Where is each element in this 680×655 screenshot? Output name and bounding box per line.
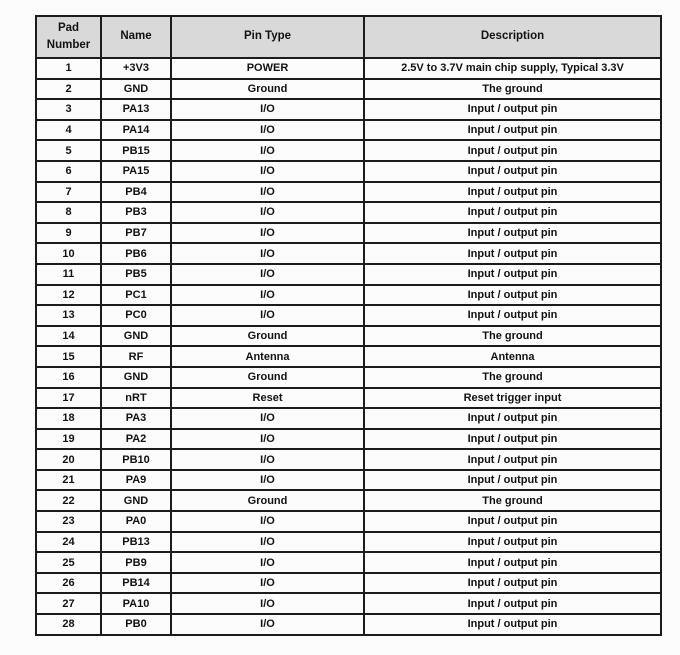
- cell-pin-type: Reset: [171, 388, 364, 409]
- cell-name: PA0: [101, 511, 171, 532]
- table-row: [36, 408, 661, 429]
- cell-name: PC1: [101, 285, 171, 306]
- table-row: [36, 182, 661, 203]
- table-row: [36, 532, 661, 553]
- table-row: [36, 223, 661, 244]
- cell-description: Input / output pin: [364, 593, 661, 614]
- table-row: [36, 285, 661, 306]
- cell-description: Input / output pin: [364, 243, 661, 264]
- cell-description: Input / output pin: [364, 552, 661, 573]
- header-cell-pad-number: Pad Number: [36, 16, 101, 58]
- cell-description: Input / output pin: [364, 470, 661, 491]
- table-row: [36, 511, 661, 532]
- table-row: [36, 388, 661, 409]
- cell-name: PB9: [101, 552, 171, 573]
- cell-pad-number: 19: [36, 429, 101, 450]
- table-row: [36, 614, 661, 635]
- cell-pad-number: 18: [36, 408, 101, 429]
- table-row: [36, 58, 661, 79]
- cell-pin-type: I/O: [171, 182, 364, 203]
- table-row: [36, 99, 661, 120]
- cell-description: Input / output pin: [364, 532, 661, 553]
- cell-name: PA3: [101, 408, 171, 429]
- cell-pin-type: I/O: [171, 573, 364, 594]
- table-row: [36, 202, 661, 223]
- table-row: [36, 490, 661, 511]
- cell-pin-type: I/O: [171, 593, 364, 614]
- header-row: [36, 16, 661, 58]
- table-row: [36, 326, 661, 347]
- cell-pad-number: 25: [36, 552, 101, 573]
- cell-description: Input / output pin: [364, 305, 661, 326]
- cell-description: Input / output pin: [364, 140, 661, 161]
- cell-name: GND: [101, 490, 171, 511]
- header-cell-description: Description: [364, 16, 661, 58]
- cell-pad-number: 3: [36, 99, 101, 120]
- cell-pad-number: 10: [36, 243, 101, 264]
- cell-pin-type: I/O: [171, 449, 364, 470]
- cell-name: PB14: [101, 573, 171, 594]
- cell-pad-number: 2: [36, 79, 101, 100]
- table-row: [36, 79, 661, 100]
- cell-pad-number: 22: [36, 490, 101, 511]
- cell-pad-number: 13: [36, 305, 101, 326]
- cell-description: Input / output pin: [364, 408, 661, 429]
- cell-pin-type: I/O: [171, 264, 364, 285]
- header-cell-pin-type: Pin Type: [171, 16, 364, 58]
- cell-pin-type: I/O: [171, 511, 364, 532]
- cell-name: PB4: [101, 182, 171, 203]
- cell-description: Input / output pin: [364, 285, 661, 306]
- cell-pad-number: 7: [36, 182, 101, 203]
- pin-table-body: [36, 58, 661, 635]
- table-row: [36, 429, 661, 450]
- cell-name: PA10: [101, 593, 171, 614]
- pin-description-table-container: [35, 15, 662, 636]
- cell-name: PB0: [101, 614, 171, 635]
- cell-name: PB7: [101, 223, 171, 244]
- cell-description: Input / output pin: [364, 511, 661, 532]
- cell-pin-type: I/O: [171, 470, 364, 491]
- cell-pin-type: POWER: [171, 58, 364, 79]
- cell-pad-number: 23: [36, 511, 101, 532]
- cell-description: The ground: [364, 79, 661, 100]
- cell-description: Input / output pin: [364, 182, 661, 203]
- cell-description: Input / output pin: [364, 120, 661, 141]
- cell-name: PB3: [101, 202, 171, 223]
- cell-description: Input / output pin: [364, 264, 661, 285]
- cell-pin-type: Ground: [171, 326, 364, 347]
- table-row: [36, 593, 661, 614]
- cell-description: Input / output pin: [364, 449, 661, 470]
- cell-pad-number: 9: [36, 223, 101, 244]
- table-row: [36, 305, 661, 326]
- cell-pin-type: Ground: [171, 367, 364, 388]
- cell-pin-type: I/O: [171, 202, 364, 223]
- cell-pad-number: 6: [36, 161, 101, 182]
- cell-description: Antenna: [364, 346, 661, 367]
- cell-pad-number: 20: [36, 449, 101, 470]
- table-row: [36, 552, 661, 573]
- cell-pin-type: I/O: [171, 614, 364, 635]
- cell-pad-number: 16: [36, 367, 101, 388]
- table-row: [36, 573, 661, 594]
- cell-description: Input / output pin: [364, 573, 661, 594]
- cell-name: GND: [101, 367, 171, 388]
- cell-name: nRT: [101, 388, 171, 409]
- cell-pad-number: 27: [36, 593, 101, 614]
- cell-name: PB13: [101, 532, 171, 553]
- cell-description: Input / output pin: [364, 429, 661, 450]
- cell-pin-type: I/O: [171, 243, 364, 264]
- table-row: [36, 346, 661, 367]
- cell-name: PC0: [101, 305, 171, 326]
- table-row: [36, 243, 661, 264]
- cell-pin-type: I/O: [171, 161, 364, 182]
- table-row: [36, 120, 661, 141]
- cell-pad-number: 1: [36, 58, 101, 79]
- cell-pad-number: 28: [36, 614, 101, 635]
- cell-pin-type: I/O: [171, 99, 364, 120]
- cell-pin-type: I/O: [171, 305, 364, 326]
- cell-name: PB5: [101, 264, 171, 285]
- table-row: [36, 140, 661, 161]
- cell-name: PA13: [101, 99, 171, 120]
- cell-description: Input / output pin: [364, 161, 661, 182]
- cell-pad-number: 14: [36, 326, 101, 347]
- cell-description: The ground: [364, 490, 661, 511]
- cell-pad-number: 24: [36, 532, 101, 553]
- cell-name: PB6: [101, 243, 171, 264]
- cell-pad-number: 26: [36, 573, 101, 594]
- cell-name: GND: [101, 326, 171, 347]
- cell-name: PB10: [101, 449, 171, 470]
- cell-name: PB15: [101, 140, 171, 161]
- table-row: [36, 470, 661, 491]
- cell-description: The ground: [364, 367, 661, 388]
- cell-description: Input / output pin: [364, 223, 661, 244]
- cell-pin-type: Ground: [171, 79, 364, 100]
- cell-pin-type: I/O: [171, 429, 364, 450]
- cell-pad-number: 21: [36, 470, 101, 491]
- cell-pin-type: I/O: [171, 223, 364, 244]
- pin-table: [35, 15, 662, 636]
- cell-description: The ground: [364, 326, 661, 347]
- cell-pad-number: 17: [36, 388, 101, 409]
- cell-name: PA9: [101, 470, 171, 491]
- table-row: [36, 161, 661, 182]
- table-row: [36, 449, 661, 470]
- cell-description: Input / output pin: [364, 202, 661, 223]
- header-cell-name: Name: [101, 16, 171, 58]
- cell-description: Reset trigger input: [364, 388, 661, 409]
- cell-pin-type: Ground: [171, 490, 364, 511]
- cell-pad-number: 8: [36, 202, 101, 223]
- cell-pad-number: 12: [36, 285, 101, 306]
- table-row: [36, 264, 661, 285]
- cell-pad-number: 11: [36, 264, 101, 285]
- cell-name: +3V3: [101, 58, 171, 79]
- cell-pin-type: I/O: [171, 140, 364, 161]
- cell-pad-number: 4: [36, 120, 101, 141]
- cell-name: RF: [101, 346, 171, 367]
- cell-pin-type: I/O: [171, 532, 364, 553]
- cell-pin-type: I/O: [171, 408, 364, 429]
- cell-pad-number: 5: [36, 140, 101, 161]
- cell-description: 2.5V to 3.7V main chip supply, Typical 3.3V: [364, 58, 661, 79]
- cell-name: PA2: [101, 429, 171, 450]
- cell-name: PA15: [101, 161, 171, 182]
- cell-pin-type: I/O: [171, 552, 364, 573]
- cell-description: Input / output pin: [364, 614, 661, 635]
- cell-name: PA14: [101, 120, 171, 141]
- cell-name: GND: [101, 79, 171, 100]
- cell-pad-number: 15: [36, 346, 101, 367]
- cell-pin-type: I/O: [171, 285, 364, 306]
- table-row: [36, 367, 661, 388]
- cell-pin-type: Antenna: [171, 346, 364, 367]
- cell-pin-type: I/O: [171, 120, 364, 141]
- cell-description: Input / output pin: [364, 99, 661, 120]
